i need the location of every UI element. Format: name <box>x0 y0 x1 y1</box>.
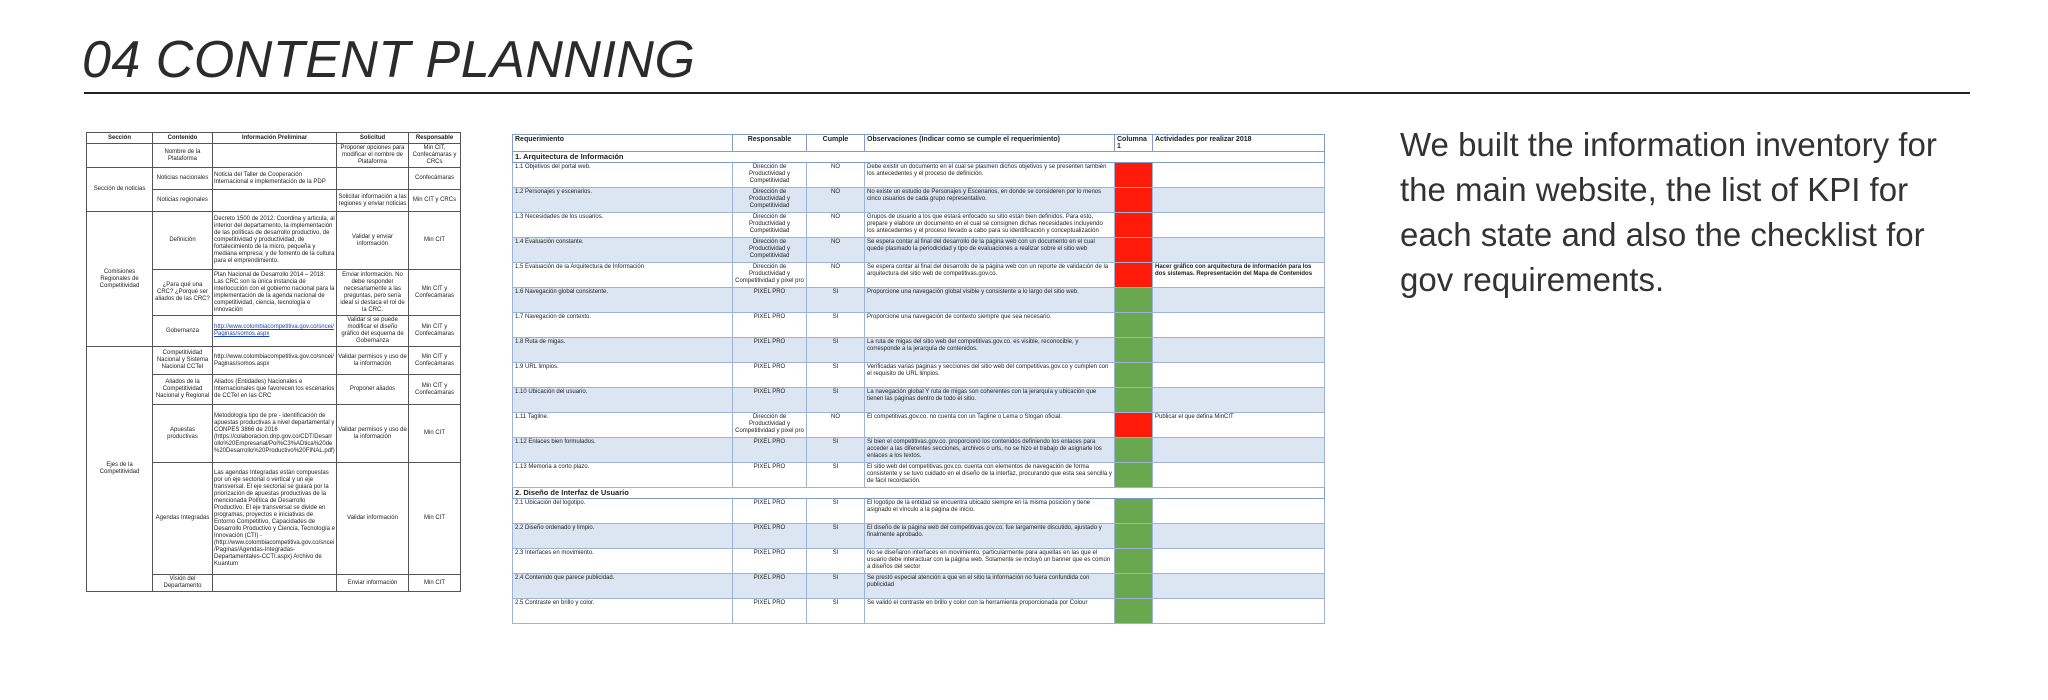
inventory-info-cell: Las agendas Integradas están compuestas por un eje sectorial o vertical y un eje transversal. El eje sectorial se guiará por la priorización de apuestas productivas de la mencionada Política de Desarrollo Productivo. El eje transversal se divide en programas, proyectos e iniciativas de Entorno Competitivo, Capacidades de Desarrollo Productivo y Ciencia, Tecnología e Innovación (CTI) - (http://www.colombiacompetitiva.gov.co/sncei/Paginas/Agendas-Integradas-Departamentales-CCTI.aspx) Archivo de Kuantum <box>213 463 337 575</box>
table-row <box>513 188 1325 213</box>
inventory-request-cell: Validar si se puede modificar el diseño gráfico del esquema de Gobernanza <box>337 316 409 347</box>
checklist-header: Observaciones (Indicar como se cumple el requerimiento) <box>865 135 1115 152</box>
status-indicator-cell <box>1115 463 1153 488</box>
checklist-header: Requerimiento <box>513 135 733 152</box>
inventory-content-cell: Noticias nacionales <box>153 168 213 190</box>
status-indicator-cell <box>1115 413 1153 438</box>
checklist-req-cell: 2.4 Contenido que parece publicidad. <box>513 574 733 599</box>
table-row <box>513 313 1325 338</box>
checklist-req-cell: 1.8 Ruta de migas. <box>513 338 733 363</box>
inventory-content-cell: Definición <box>153 212 213 270</box>
checklist-cumple-cell: SI <box>807 313 865 338</box>
inventory-content-cell: Aliados de la Competitividad Nacional y Regional <box>153 375 213 405</box>
inventory-owner-cell: Min CIT y Confecámaras <box>409 316 461 347</box>
checklist-req-cell: 1.1 Objetivos del portal web. <box>513 163 733 188</box>
checklist-obs-cell: Se espera contar al final del desarrollo de la página web con un reporte de validación de la arquitectura del sitio web de competitivas.gov.co. <box>865 263 1115 288</box>
checklist-obs-cell: No se diseñaron interfaces en movimiento, particularmente para aquellas en las que el usuario debe interactuar con la página web. Solamente se incluyó un banner que es común a diseños del sector <box>865 549 1115 574</box>
checklist-cumple-cell: NO <box>807 238 865 263</box>
checklist-resp-cell: PIXEL PRO <box>733 574 807 599</box>
table-row <box>513 599 1325 624</box>
status-indicator-cell <box>1115 288 1153 313</box>
checklist-req-cell: 1.2 Personajes y escenarios. <box>513 188 733 213</box>
checklist-act-cell <box>1153 363 1325 388</box>
status-indicator-cell <box>1115 213 1153 238</box>
checklist-req-cell: 1.12 Enlaces bien formulados. <box>513 438 733 463</box>
table-row <box>513 524 1325 549</box>
inventory-request-cell: Enviar información <box>337 575 409 592</box>
checklist-obs-cell: Proporcione una navegación global visible y consistente a lo largo del sitio web. <box>865 288 1115 313</box>
checklist-act-cell: Publicar el que defina MinCIT <box>1153 413 1325 438</box>
checklist-cumple-cell: SI <box>807 574 865 599</box>
status-indicator-cell <box>1115 388 1153 413</box>
checklist-header: Columna1 <box>1115 135 1153 152</box>
status-indicator-cell <box>1115 363 1153 388</box>
inventory-info-cell <box>213 144 337 168</box>
checklist-act-cell <box>1153 524 1325 549</box>
inventory-info-cell: Plan Nacional de Desarrollo 2014 – 2018: Las CRC son la única instancia de interlocución con el gobierno nacional para la implementación de la agenda nacional de competitividad, ciencia, tecnología e innovación <box>213 270 337 316</box>
inventory-header: Responsable <box>409 133 461 144</box>
checklist-act-cell <box>1153 338 1325 363</box>
checklist-cumple-cell: SI <box>807 599 865 624</box>
checklist-obs-cell: El logotipo de la entidad se encuentra ubicado siempre en la misma posición y tiene asignado el vínculo a la página de inicio. <box>865 499 1115 524</box>
checklist-act-cell <box>1153 499 1325 524</box>
checklist-req-cell: 1.13 Memoria a corto plazo. <box>513 463 733 488</box>
checklist-req-cell: 1.3 Necesidades de los usuarios. <box>513 213 733 238</box>
checklist-act-cell <box>1153 238 1325 263</box>
inventory-owner-cell: Min CIT y CRCs <box>409 190 461 212</box>
table-row <box>513 413 1325 438</box>
inventory-request-cell: Proponer opciones para modificar el nombre de Plataforma <box>337 144 409 168</box>
checklist-obs-cell: El competitivas.gov.co. no cuenta con un Tagline o Lema o Slogan oficial. <box>865 413 1115 438</box>
inventory-owner-cell: Min CIT <box>409 463 461 575</box>
checklist-resp-cell: PIXEL PRO <box>733 499 807 524</box>
checklist-obs-cell: No existe un estudio de Personajes y Escenarios, en donde se consideren por lo menos cinco usuarios de cada grupo representativo. <box>865 188 1115 213</box>
checklist-req-cell: 2.3 Interfaces en movimiento. <box>513 549 733 574</box>
checklist-resp-cell: PIXEL PRO <box>733 338 807 363</box>
inventory-info-link[interactable]: http://www.colombiacompetitiva.gov.co/sncei/Paginas/somos.aspx <box>213 316 337 347</box>
table-row <box>513 363 1325 388</box>
checklist-obs-cell: El sitio web del competitivas.gov.co. cuenta con elementos de navegación de forma consistente y se tuvo cuidado en el diseño de la interfaz, procurando que esta sea sencilla y de fácil recordación. <box>865 463 1115 488</box>
checklist-cumple-cell: SI <box>807 524 865 549</box>
checklist-header: Actividades por realizar 2018 <box>1153 135 1325 152</box>
table-row <box>87 212 461 270</box>
inventory-owner-cell: Confecámaras <box>409 168 461 190</box>
status-indicator-cell <box>1115 313 1153 338</box>
checklist-obs-cell: Proporcione una navegación de contexto siempre que sea necesario. <box>865 313 1115 338</box>
inventory-content-cell: ¿Para qué una CRC? ¿Porqué ser aliados de las CRC? <box>153 270 213 316</box>
checklist-section-title: 2. Diseño de Interfaz de Usuario <box>513 488 1325 499</box>
checklist-cumple-cell: SI <box>807 288 865 313</box>
information-inventory-sheet <box>86 132 466 600</box>
checklist-resp-cell: PIXEL PRO <box>733 463 807 488</box>
inventory-content-cell: Noticias regionales <box>153 190 213 212</box>
checklist-header-row <box>513 135 1325 152</box>
checklist-act-cell <box>1153 288 1325 313</box>
inventory-content-cell: Nombre de la Plataforma <box>153 144 213 168</box>
checklist-req-cell: 1.4 Evaluación constante. <box>513 238 733 263</box>
checklist-cumple-cell: NO <box>807 263 865 288</box>
status-indicator-cell <box>1115 549 1153 574</box>
checklist-act-cell <box>1153 438 1325 463</box>
checklist-resp-cell: Dirección de Productividad y Competitividad <box>733 163 807 188</box>
checklist-obs-cell: El diseño de la página web del competitivas.gov.co. fue largamente discutido, ajustado y finalmente aprobado. <box>865 524 1115 549</box>
checklist-resp-cell: Dirección de Productividad y Competitividad <box>733 188 807 213</box>
inventory-owner-cell: Min CIT y Confecámaras <box>409 375 461 405</box>
checklist-act-cell <box>1153 599 1325 624</box>
status-indicator-cell <box>1115 499 1153 524</box>
table-row <box>513 263 1325 288</box>
checklist-obs-cell: Se prestó especial atención a que en el sitio la información no fuera confundida con publicidad <box>865 574 1115 599</box>
inventory-request-cell <box>337 168 409 190</box>
checklist-cumple-cell: NO <box>807 188 865 213</box>
checklist-req-cell: 1.11 Tagline. <box>513 413 733 438</box>
inventory-request-cell: Validar y enviar información <box>337 212 409 270</box>
status-indicator-cell <box>1115 338 1153 363</box>
status-indicator-cell <box>1115 524 1153 549</box>
checklist-header: Responsable <box>733 135 807 152</box>
status-indicator-cell <box>1115 163 1153 188</box>
checklist-act-cell <box>1153 388 1325 413</box>
checklist-req-cell: 1.9 URL limpios. <box>513 363 733 388</box>
checklist-resp-cell: PIXEL PRO <box>733 288 807 313</box>
checklist-cumple-cell: SI <box>807 363 865 388</box>
table-row <box>513 388 1325 413</box>
checklist-resp-cell: PIXEL PRO <box>733 524 807 549</box>
checklist-resp-cell: PIXEL PRO <box>733 438 807 463</box>
inventory-content-cell: Visión del Departamento <box>153 575 213 592</box>
checklist-resp-cell: PIXEL PRO <box>733 599 807 624</box>
checklist-cumple-cell: NO <box>807 413 865 438</box>
checklist-obs-cell: La navegación global Y ruta de migas son coherentes con la jerarquía y ubicación que tienen las páginas dentro de todo el sitio. <box>865 388 1115 413</box>
inventory-request-cell: Validar permisos y uso de la información <box>337 405 409 463</box>
inventory-owner-cell: Min CIT y Confecámaras <box>409 270 461 316</box>
checklist-resp-cell: Dirección de Productividad y Competitividad <box>733 238 807 263</box>
checklist-cumple-cell: SI <box>807 463 865 488</box>
inventory-request-cell: Solicitar información a las regiones y enviar noticias <box>337 190 409 212</box>
checklist-resp-cell: PIXEL PRO <box>733 388 807 413</box>
inventory-request-cell: Validar información <box>337 463 409 575</box>
inventory-section-cell <box>87 144 153 168</box>
table-row <box>87 347 461 375</box>
inventory-owner-cell: Min CIT <box>409 405 461 463</box>
checklist-obs-cell: Se espera contar al final del desarrollo de la página web con un documento en el cual quede plasmado la periodicidad y tipo de evaluaciones a realizar sobre el sitio web <box>865 238 1115 263</box>
table-row <box>513 438 1325 463</box>
checklist-act-cell <box>1153 188 1325 213</box>
checklist-req-cell: 1.7 Navegación de contexto. <box>513 313 733 338</box>
checklist-cumple-cell: SI <box>807 338 865 363</box>
checklist-obs-cell: Verificadas varias páginas y secciones del sitio web del competitivas.gov.co y cumplen con el requisito de URL limpios. <box>865 363 1115 388</box>
checklist-cumple-cell: SI <box>807 549 865 574</box>
inventory-content-cell: Competitividad Nacional y Sistema Nacional CCTeI <box>153 347 213 375</box>
table-row <box>87 168 461 190</box>
inventory-section-cell: Comisiones Regionales de Competitividad <box>87 212 153 347</box>
checklist-cumple-cell: SI <box>807 499 865 524</box>
inventory-info-cell <box>213 190 337 212</box>
table-row <box>513 499 1325 524</box>
inventory-owner-cell: Min CIT, Confecámaras y CRCs <box>409 144 461 168</box>
checklist-act-cell <box>1153 163 1325 188</box>
checklist-resp-cell: PIXEL PRO <box>733 549 807 574</box>
checklist-obs-cell: Grupos de usuario a los que estará enfocado su sitio están bien definidos. Para esto, prepare y elabore un documento en el cual se consignen dichas necesidades incluyendo los antecedentes y el proceso llevado a cabo para su identificación y conceptualización <box>865 213 1115 238</box>
inventory-owner-cell: Min CIT y Confecámaras <box>409 347 461 375</box>
inventory-info-cell: Noticia del Taller de Cooperación Internacional e implementación de la PDP <box>213 168 337 190</box>
table-row <box>513 549 1325 574</box>
checklist-obs-cell: Si bien el competitivas.gov.co. proporcionó los contenidos definiendo los enlaces para acceder a las diferentes secciones, archivos o urls, no se hizo el trabajo de asignarle los enlaces a los textos. <box>865 438 1115 463</box>
description-text: We built the information inventory for the main website, the list of KPI for each state and also the checklist for gov requirements. <box>1400 126 1937 298</box>
checklist-req-cell: 2.5 Contraste en brillo y color. <box>513 599 733 624</box>
checklist-resp-cell: Dirección de Productividad y Competitividad y pixel pro <box>733 413 807 438</box>
checklist-cumple-cell: NO <box>807 213 865 238</box>
status-indicator-cell <box>1115 263 1153 288</box>
table-row <box>513 213 1325 238</box>
checklist-resp-cell: PIXEL PRO <box>733 313 807 338</box>
inventory-owner-cell: Min CIT <box>409 212 461 270</box>
page-title: 04 CONTENT PLANNING <box>82 31 696 89</box>
checklist-req-cell: 1.5 Evaluación de la Arquitectura de Información <box>513 263 733 288</box>
inventory-header: Solicitud <box>337 133 409 144</box>
inventory-request-cell: Validar permisos y uso de la información <box>337 347 409 375</box>
checklist-resp-cell: Dirección de Productividad y Competitividad y pixel pro <box>733 263 807 288</box>
checklist-req-cell: 2.2 Diseño ordenado y limpio. <box>513 524 733 549</box>
checklist-req-cell: 1.10 Ubicación del usuario. <box>513 388 733 413</box>
inventory-section-cell: Sección de noticias <box>87 168 153 212</box>
checklist-header: Cumple <box>807 135 865 152</box>
checklist-obs-cell: Se validó el contraste en brillo y color con la herramienta proporcionada por Colour <box>865 599 1115 624</box>
checklist-act-cell <box>1153 463 1325 488</box>
inventory-content-cell: Gobernanza <box>153 316 213 347</box>
checklist-act-cell <box>1153 213 1325 238</box>
inventory-header: Sección <box>87 133 153 144</box>
checklist-act-cell <box>1153 574 1325 599</box>
checklist-resp-cell: Dirección de Productividad y Competitividad <box>733 213 807 238</box>
inventory-header: Información Preliminar <box>213 133 337 144</box>
inventory-header: Contenido <box>153 133 213 144</box>
checklist-cumple-cell: SI <box>807 388 865 413</box>
inventory-content-cell: Apuestas productivas <box>153 405 213 463</box>
checklist-act-cell <box>1153 313 1325 338</box>
status-indicator-cell <box>1115 188 1153 213</box>
table-row <box>513 463 1325 488</box>
inventory-info-cell: Decreto 1500 de 2012: Coordina y articula, al interior del departamento, la implementación de las políticas de desarrollo productivo, de competitividad y productividad, de fortalecimiento de la micro, pequeña y mediana empresa; y de fomento de la cultura para el emprendimiento. <box>213 212 337 270</box>
gov-requirements-checklist-sheet <box>512 134 1326 606</box>
inventory-section-cell: Ejes de la Competitividad <box>87 347 153 592</box>
inventory-owner-cell: Min CIT <box>409 575 461 592</box>
checklist-req-cell: 1.6 Navegación global consistente. <box>513 288 733 313</box>
inventory-request-cell: Proponer aliados <box>337 375 409 405</box>
inventory-info-cell <box>213 575 337 592</box>
status-indicator-cell <box>1115 599 1153 624</box>
checklist-cumple-cell: NO <box>807 163 865 188</box>
table-row <box>513 238 1325 263</box>
inventory-info-cell: http://www.colombiacompetitiva.gov.co/sncei/Paginas/somos.aspx <box>213 347 337 375</box>
inventory-table <box>86 132 461 592</box>
checklist-table <box>512 134 1325 624</box>
inventory-content-cell: Agendas Integradas <box>153 463 213 575</box>
inventory-header-row <box>87 133 461 144</box>
status-indicator-cell <box>1115 438 1153 463</box>
checklist-section-row <box>513 152 1325 163</box>
table-row <box>87 144 461 168</box>
checklist-obs-cell: La ruta de migas del sitio web del competitivas.gov.co. es visible, reconocible, y corresponde a la jerarquía de contenidos. <box>865 338 1115 363</box>
inventory-info-cell: Metodología tipo de pre - identificación de apuestas productivas a nivel departamental y CONPES 3866 de 2016 (https://colaboracion.dnp.gov.co/CDT/Desarrollo%20Empresarial/Pol%C3%ADtica%20de%20Desarrollo%20Productivo%20FINAL.pdf) <box>213 405 337 463</box>
status-indicator-cell <box>1115 574 1153 599</box>
checklist-obs-cell: Debe existir un documento en el cual se plasmen dichos objetivos y se presenten también los antecedentes y el proceso de definición. <box>865 163 1115 188</box>
checklist-act-cell: Hacer gráfico con arquitectura de información para los dos sistemas. Representación del Mapa de Contenidos <box>1153 263 1325 288</box>
table-row <box>513 163 1325 188</box>
checklist-act-cell <box>1153 549 1325 574</box>
status-indicator-cell <box>1115 238 1153 263</box>
checklist-section-row <box>513 488 1325 499</box>
checklist-resp-cell: PIXEL PRO <box>733 363 807 388</box>
title-divider <box>84 92 1970 94</box>
checklist-req-cell: 2.1 Ubicación del logotipo. <box>513 499 733 524</box>
inventory-request-cell: Enviar información. No debe responder necesariamente a las preguntas, pero sería ideal si destaca el rol de la CRC. <box>337 270 409 316</box>
table-row <box>513 338 1325 363</box>
table-row <box>513 574 1325 599</box>
table-row <box>513 288 1325 313</box>
checklist-cumple-cell: SI <box>807 438 865 463</box>
inventory-info-cell: Aliados (Entidades) Nacionales e Internacionales que favorecen los escenarios de CCTeI en las CRC <box>213 375 337 405</box>
checklist-section-title: 1. Arquitectura de Información <box>513 152 1325 163</box>
